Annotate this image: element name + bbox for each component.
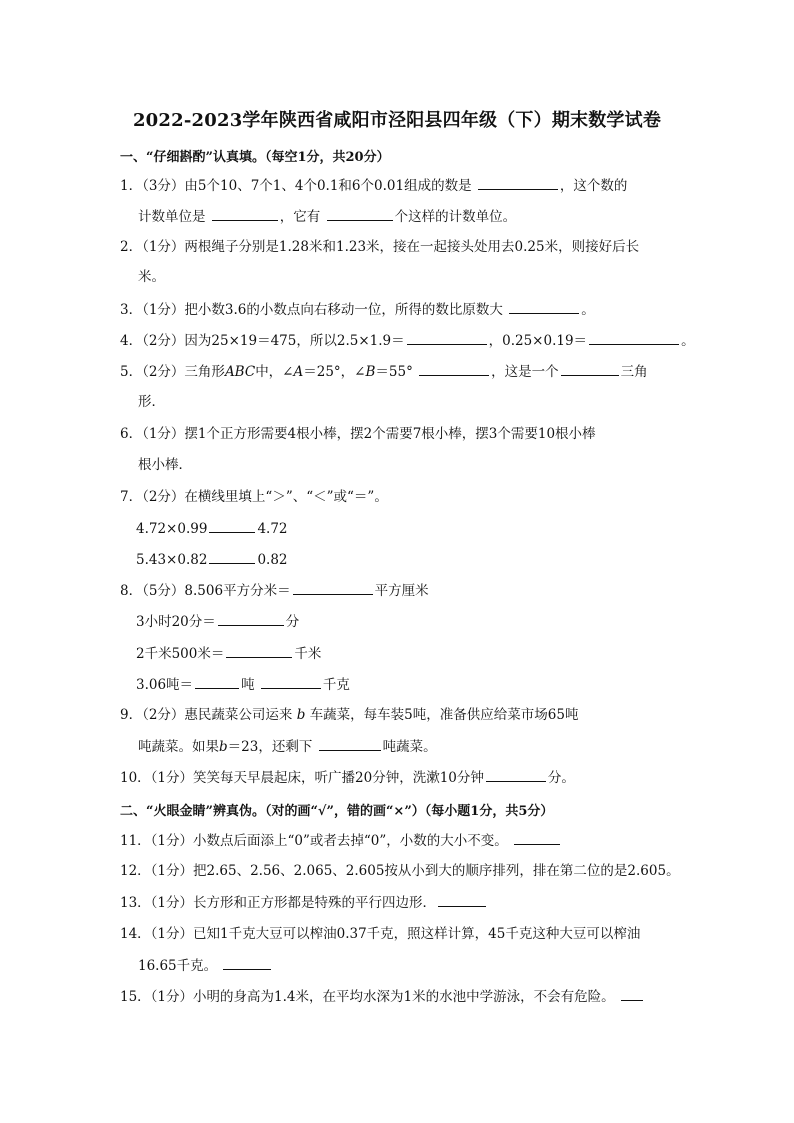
question-14-line-1: 14．（1分）已知1千克大豆可以榨油0.37千克，照这样计算，45千克这种大豆可以榨油 [120,926,641,942]
question-7-line-1: 7．（2分）在横线里填上“＞”、“＜”或“＝”。 [120,489,388,505]
page-title: 2022-2023学年陕西省咸阳市泾阳县四年级（下）期末数学试卷 [132,110,662,131]
answer-blank[interactable] [218,612,284,626]
question-6-line-1: 6．（1分）摆1个正方形需要4根小棒，摆2个需要7根小棒，摆3个需要10根小棒 [120,426,596,442]
question-1-line-2 [138,207,516,226]
question-text: 。 [681,333,695,349]
question-text: 车蔬菜，每车装5吨，准备供应给菜市场65吨 [309,707,579,723]
question-text: ＝23，还剩下 [227,739,313,755]
question-7-item-2 [136,550,288,569]
question-text: 13．（1分）长方形和正方形都是特殊的平行四边形． [120,895,437,911]
question-text: 8．（5分）8.506平方分米＝ [120,583,291,599]
question-text: 0.82 [257,552,288,568]
question-text: 分 [285,614,300,630]
answer-blank[interactable] [212,207,278,221]
answer-blank[interactable] [514,831,560,845]
question-8-line-1 [120,581,429,600]
answer-blank[interactable] [226,644,292,658]
question-text: ，这是一个 [491,364,559,380]
answer-blank[interactable] [478,176,558,190]
question-6-line-2: 根小棒． [138,457,192,473]
question-text: 4.72 [257,521,288,537]
question-text: ＝55° [375,364,413,380]
question-4 [120,331,695,350]
question-text: 16.65千克。 [138,958,218,974]
answer-blank[interactable] [319,737,381,751]
answer-blank[interactable] [419,362,489,376]
answer-blank[interactable] [209,550,255,564]
question-text: 3．（1分）把小数3.6的小数点向右移动一位，所得的数比原数大 [120,302,503,318]
question-8-line-4 [136,675,350,694]
question-5-line-1 [120,362,648,381]
answer-blank[interactable] [327,207,393,221]
answer-blank[interactable] [509,300,579,314]
question-text: 1．（3分）由5个10、7个1、4个0.1和6个0.01组成的数是 [120,178,472,194]
question-12: 12．（1分）把2.65、2.56、2.065、2.605按从小到大的顺序排列，排在第二位的是2.605。 [120,863,680,879]
question-text: 三角 [620,364,648,380]
answer-blank[interactable] [209,519,255,533]
question-5-line-2: 形． [138,394,165,410]
question-text: 吨蔬菜。如果 [138,739,219,755]
answer-blank[interactable] [438,893,486,907]
question-text: 4．（2分）因为25×19＝475，所以2.5×1.9＝ [120,333,405,349]
triangle-label: ABC [224,364,256,380]
question-1-line-1 [120,176,627,195]
question-text: 。 [581,302,595,318]
question-2-line-2: 米。 [138,269,165,285]
question-9-line-2 [138,737,437,756]
question-text: 5．（2分）三角形 [120,364,225,380]
answer-blank[interactable] [486,768,546,782]
question-8-line-3 [136,644,321,663]
variable-b: b [219,739,228,755]
question-3 [120,300,595,319]
question-13 [120,893,488,912]
answer-blank[interactable] [195,675,239,689]
question-10 [120,768,575,787]
variable-b: b [296,707,306,723]
question-text: 11．（1分）小数点后面添上“0”或者去掉“0”，小数的大小不变。 [120,833,508,849]
question-text: 3.06吨＝ [136,677,194,693]
question-text: 吨 [241,677,255,693]
question-2-line-1: 2．（1分）两根绳子分别是1.28米和1.23米，接在一起接头处用去0.25米，则接好后长 [120,239,640,255]
section-1-heading: 一、“仔细斟酌”认真填。（每空1分，共20分） [120,150,390,165]
answer-blank[interactable] [407,331,487,345]
question-15 [120,987,645,1006]
answer-blank[interactable] [621,987,643,1001]
question-14-line-2 [138,956,273,975]
angle-label: A [293,364,304,380]
question-7-item-1 [136,519,288,538]
question-text: 2千米500米＝ [136,646,225,662]
question-text: 千米 [294,646,322,662]
question-text: 10．（1分）笑笑每天早晨起床，听广播20分钟，洗漱10分钟 [120,770,484,786]
question-text: 分。 [547,770,575,786]
section-2-heading: 二、“火眼金睛”辨真伪。（对的画“√”，错的画“×”）（每小题1分，共5分） [120,804,554,819]
question-text: 计数单位是 [138,209,206,225]
question-text: ，0.25×0.19＝ [488,333,588,349]
question-text: 吨蔬菜。 [382,739,437,755]
answer-blank[interactable] [293,581,373,595]
question-9-line-1 [120,706,578,724]
question-text: ，这个数的 [559,178,628,194]
answer-blank[interactable] [223,956,271,970]
question-text: 9．（2分）惠民蔬菜公司运来 [120,707,293,723]
question-8-line-2 [136,612,299,631]
answer-blank[interactable] [561,362,619,376]
question-text: 中，∠ [255,364,294,380]
question-text: 平方厘米 [374,583,429,599]
question-11 [120,831,562,850]
question-text: ，它有 [279,209,321,225]
question-text: 个这样的计数单位。 [394,209,517,225]
question-text: 千克 [322,677,350,693]
answer-blank[interactable] [261,675,321,689]
question-text: 4.72×0.99 [136,521,208,537]
answer-blank[interactable] [589,331,679,345]
question-text: ＝25°，∠ [303,364,366,380]
question-text: 5.43×0.82 [136,552,208,568]
angle-label: B [365,364,376,380]
question-text: 3小时20分＝ [136,614,216,630]
question-text: 15．（1分）小明的身高为1.4米，在平均水深为1米的水池中学游泳，不会有危险。 [120,989,615,1005]
